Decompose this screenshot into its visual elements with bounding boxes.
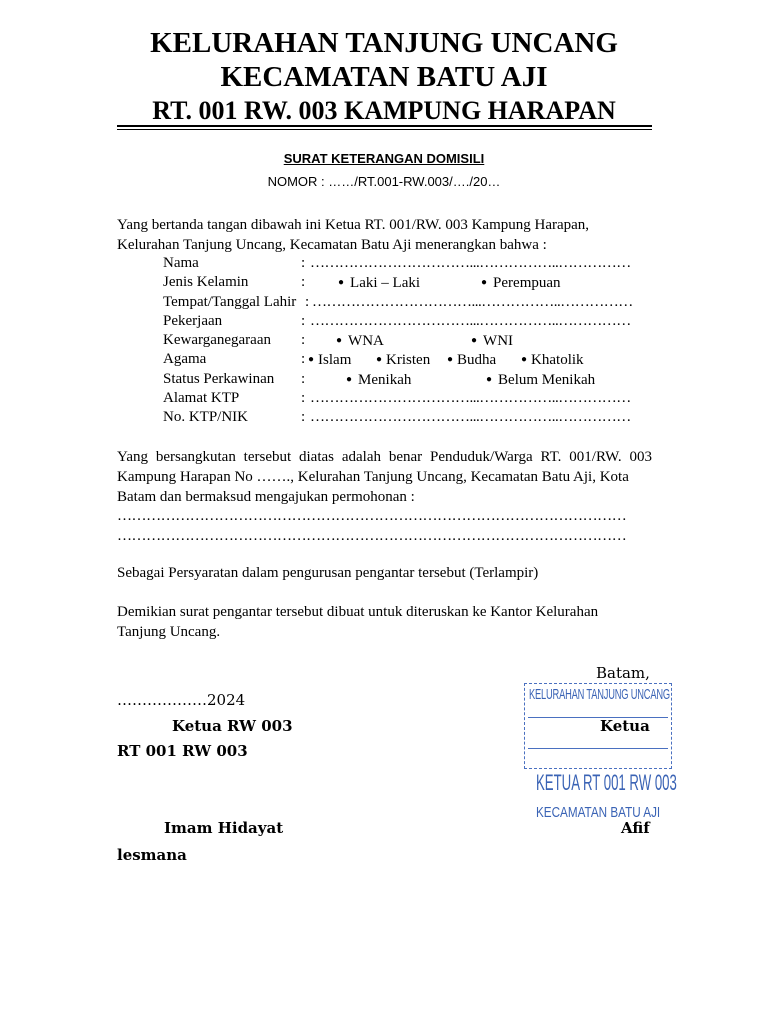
field-status-perkawinan-label: Status Perkawinan: [163, 371, 275, 387]
field-kewarganegaraan-colon: :: [301, 332, 306, 348]
stamp-divider-bottom: [528, 748, 668, 749]
letter-nomor: NOMOR : ……/RT.001-RW.003/…./20…: [267, 174, 501, 189]
field-no-ktp-label: No. KTP/NIK: [163, 409, 248, 425]
bullet-icon: ●: [471, 335, 478, 346]
field-pekerjaan-colon: :: [301, 313, 306, 329]
field-nama-value: ……………………………...……………..……………: [310, 255, 631, 271]
demikian-line-2: Tanjung Uncang.: [117, 624, 221, 640]
signature-ketua: Ketua: [600, 717, 650, 735]
bullet-icon: ●: [308, 354, 315, 365]
field-pekerjaan-value: ……………………………...……………..……………: [310, 313, 631, 329]
signature-rt-rw: RT 001 RW 003: [117, 742, 248, 760]
field-alamat-ktp-label: Alamat KTP: [163, 390, 240, 406]
stamp-kecamatan-text: KECAMATAN BATU AJI: [536, 804, 661, 821]
bullet-icon: ●: [521, 354, 528, 365]
letter-title: SURAT KETERANGAN DOMISILI: [283, 151, 485, 166]
field-jenis-kelamin-label: Jenis Kelamin: [163, 274, 249, 290]
option-islam: ● Islam: [308, 352, 352, 368]
header-rule-thick: [117, 125, 652, 127]
domisili-line-1: Yang bersangkutan tersebut diatas adalah benar Penduduk/Warga RT. 001/RW. 003: [117, 449, 652, 465]
bullet-icon: ●: [346, 374, 353, 385]
signature-name-left: Imam Hidayat: [164, 819, 284, 837]
field-no-ktp-value: ……………………………...……………..……………: [310, 409, 631, 425]
option-khatolik: ● Khatolik: [521, 352, 584, 368]
stamp-kelurahan-text: KELURAHAN TANJUNG UNCANG: [529, 686, 670, 703]
permohonan-dots-2: ……………………………………………………………………………………………: [117, 528, 627, 544]
signature-date: ………………2024: [117, 691, 246, 709]
bullet-icon: ●: [376, 354, 383, 365]
demikian-paragraph: [117, 602, 652, 642]
field-alamat-ktp-colon: :: [301, 390, 306, 406]
header-rule-thin: [117, 129, 652, 130]
option-wna: ● WNA: [336, 333, 384, 349]
intro-line-2: Kelurahan Tanjung Uncang, Kecamatan Batu Aji menerangkan bahwa :: [117, 237, 547, 253]
option-menikah: ● Menikah: [346, 372, 412, 388]
header-kecamatan: KECAMATAN BATU AJI: [220, 61, 548, 93]
field-agama-label: Agama: [163, 351, 207, 367]
option-belum-menikah: ● Belum Menikah: [486, 372, 596, 388]
field-agama-colon: :: [301, 351, 306, 367]
field-ttl-label: Tempat/Tanggal Lahir: [163, 294, 297, 310]
signature-ketua-rw: Ketua RW 003: [172, 717, 293, 735]
field-jenis-kelamin-colon: :: [301, 274, 306, 290]
persyaratan-text: Sebagai Persyaratan dalam pengurusan pengantar tersebut (Terlampir): [117, 565, 539, 581]
option-laki-laki: ● Laki – Laki: [338, 275, 421, 291]
header-kelurahan: KELURAHAN TANJUNG UNCANG: [150, 27, 618, 59]
domisili-paragraph: [117, 447, 652, 507]
stamp-ketua-text: KETUA RT 001 RW 003: [536, 770, 677, 795]
option-perempuan: ● Perempuan: [481, 275, 561, 291]
bullet-icon: ●: [481, 277, 488, 288]
field-nama-colon: :: [301, 255, 306, 271]
field-nama-label: Nama: [163, 255, 199, 271]
bullet-icon: ●: [338, 277, 345, 288]
signature-name-right: Afif: [621, 819, 650, 837]
domisili-line-2: Kampung Harapan No ……., Kelurahan Tanjung Uncang, Kecamatan Batu Aji, Kota: [117, 469, 629, 485]
demikian-line-1: Demikian surat pengantar tersebut dibuat untuk diteruskan ke Kantor Kelurahan: [117, 604, 599, 620]
bullet-icon: ●: [336, 335, 343, 346]
option-wni: ● WNI: [471, 333, 514, 349]
domisili-line-3: Batam dan bermaksud mengajukan permohonan :: [117, 489, 415, 505]
signature-name-left-2: lesmana: [117, 846, 187, 864]
field-alamat-ktp-value: ……………………………...……………..……………: [310, 390, 631, 406]
header-rt-rw: RT. 001 RW. 003 KAMPUNG HARAPAN: [152, 96, 616, 125]
bullet-icon: ●: [447, 354, 454, 365]
field-status-perkawinan-colon: :: [301, 371, 306, 387]
option-kristen: ● Kristen: [376, 352, 431, 368]
field-pekerjaan-label: Pekerjaan: [163, 313, 223, 329]
permohonan-dots-1: ……………………………………………………………………………………………: [117, 508, 627, 524]
field-kewarganegaraan-label: Kewarganegaraan: [163, 332, 271, 348]
field-ttl-colon: :: [305, 294, 310, 310]
intro-paragraph: [117, 215, 652, 255]
signature-place: Batam,: [596, 664, 650, 682]
bullet-icon: ●: [486, 374, 493, 385]
field-ttl-value: ……………………………...……………..……………: [312, 294, 633, 310]
intro-line-1: Yang bertanda tangan dibawah ini Ketua RT. 001/RW. 003 Kampung Harapan,: [117, 217, 590, 233]
option-budha: ● Budha: [447, 352, 497, 368]
field-no-ktp-colon: :: [301, 409, 306, 425]
